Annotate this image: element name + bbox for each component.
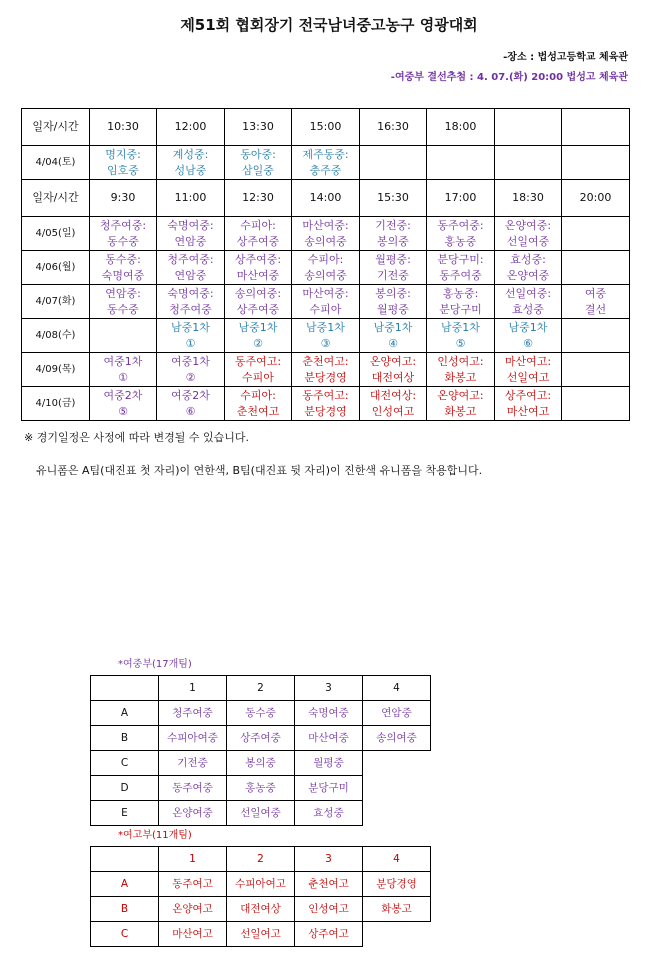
group-letter: C xyxy=(91,922,159,947)
group-team: 동주여중 xyxy=(159,776,227,801)
match-team-b: 충주중 xyxy=(309,163,342,177)
girls-middle-group-table xyxy=(90,675,431,826)
match-team-b: 연암중 xyxy=(174,268,207,282)
match-team-a: 청주여중: xyxy=(167,252,214,266)
match-team-a: 여중2차 xyxy=(103,388,143,402)
match-cell xyxy=(90,146,157,180)
match-cell xyxy=(562,146,630,180)
group-header-row xyxy=(91,847,431,872)
group-team: 연암중 xyxy=(363,701,431,726)
match-team-a: 온양여고: xyxy=(369,354,417,368)
match-team-a: 여중1차 xyxy=(103,354,143,368)
match-cell xyxy=(562,387,630,421)
match-cell xyxy=(157,353,225,387)
match-team-b: 홍농중 xyxy=(444,234,477,248)
match-team-a: 여중2차 xyxy=(171,388,210,402)
time-slot-header: 11:00 xyxy=(157,180,225,217)
group-team: 기전중 xyxy=(159,751,227,776)
match-team-b: 춘천여고 xyxy=(236,404,280,418)
match-team-b: 화봉고 xyxy=(444,370,477,384)
group-column-header: 1 xyxy=(159,847,227,872)
match-team-a: 청주여중: xyxy=(99,218,147,232)
group-team: 마산여중 xyxy=(295,726,363,751)
match-team-b: 연암중 xyxy=(174,234,207,248)
time-slot-header xyxy=(562,109,630,146)
group-team: 월평중 xyxy=(295,751,363,776)
group-letter: D xyxy=(91,776,159,801)
group-column-header xyxy=(91,847,159,872)
match-team-b: 마산여중 xyxy=(236,268,280,282)
schedule-row xyxy=(22,251,630,285)
time-slot-header: 12:30 xyxy=(225,180,292,217)
group-column-header: 2 xyxy=(227,847,295,872)
match-team-b: 성남중 xyxy=(174,163,207,177)
match-cell xyxy=(292,146,360,180)
match-team-b: ③ xyxy=(320,336,331,350)
match-cell xyxy=(157,319,225,353)
match-cell xyxy=(427,217,495,251)
match-cell xyxy=(360,285,427,319)
match-team-a: 상주여고: xyxy=(504,388,552,402)
match-team-a: 계성중: xyxy=(172,147,209,161)
match-cell xyxy=(562,217,630,251)
match-team-a: 남중1차 xyxy=(238,320,278,334)
match-cell xyxy=(495,285,562,319)
match-team-a: 상주여중: xyxy=(234,252,282,266)
group-team: 온양여고 xyxy=(159,897,227,922)
match-team-a: 온양여고: xyxy=(437,388,484,402)
schedule-row xyxy=(22,319,630,353)
time-slot-header: 12:00 xyxy=(157,109,225,146)
time-slot-header: 9:30 xyxy=(90,180,157,217)
match-team-b: 송의여중 xyxy=(304,268,347,282)
match-cell xyxy=(427,285,495,319)
match-team-b: 수피아 xyxy=(242,370,274,384)
girls-high-group-table xyxy=(90,846,431,947)
group-team: 선일여중 xyxy=(227,801,295,826)
group-row xyxy=(91,922,431,947)
group-letter: E xyxy=(91,801,159,826)
group-team: 마산여고 xyxy=(159,922,227,947)
schedule-header-row xyxy=(22,109,630,146)
match-team-b: 인성여고 xyxy=(371,404,415,418)
girls-middle-title: *여중부(17개팀) xyxy=(118,659,192,670)
match-team-b: 선일여중 xyxy=(506,234,550,248)
match-team-b: ⑤ xyxy=(118,404,128,418)
match-team-a: 봉의중: xyxy=(375,286,411,300)
group-team xyxy=(363,922,431,947)
match-cell xyxy=(225,387,292,421)
match-cell xyxy=(360,251,427,285)
match-team-b: 임호중 xyxy=(107,163,139,177)
draw-info: -여중부 결선추첨 : 4. 07.(화) 20:00 법성고 체육관 xyxy=(390,72,628,83)
match-cell xyxy=(292,285,360,319)
group-team: 효성중 xyxy=(295,801,363,826)
match-cell xyxy=(292,251,360,285)
match-cell xyxy=(225,285,292,319)
schedule-row xyxy=(22,285,630,319)
match-team-b: ⑤ xyxy=(455,336,466,350)
match-cell xyxy=(292,217,360,251)
match-team-a: 연암중: xyxy=(105,286,141,300)
match-cell xyxy=(562,285,630,319)
time-slot-header: 14:00 xyxy=(292,180,360,217)
match-team-b: 봉의중 xyxy=(377,234,409,248)
schedule-row xyxy=(22,146,630,180)
match-date: 4/05(일) xyxy=(22,217,90,251)
match-team-b: 청주여중 xyxy=(169,302,212,316)
group-letter: C xyxy=(91,751,159,776)
page-title: 제51회 협회장기 전국남녀중고농구 영광대회 xyxy=(180,16,478,34)
match-cell xyxy=(495,319,562,353)
match-cell xyxy=(360,353,427,387)
match-cell xyxy=(562,251,630,285)
match-cell xyxy=(495,146,562,180)
match-team-a: 온양여중: xyxy=(504,218,552,232)
match-cell xyxy=(495,387,562,421)
group-column-header: 2 xyxy=(227,676,295,701)
group-team: 상주여고 xyxy=(295,922,363,947)
match-cell xyxy=(157,285,225,319)
group-team: 동주여고 xyxy=(159,872,227,897)
match-cell xyxy=(225,353,292,387)
group-letter: A xyxy=(91,701,159,726)
schedule-row xyxy=(22,387,630,421)
match-cell xyxy=(360,217,427,251)
match-team-a: 인성여고: xyxy=(437,354,484,368)
match-team-b: ② xyxy=(253,336,263,350)
match-team-a: 수피아: xyxy=(240,218,276,232)
match-team-a: 남중1차 xyxy=(306,320,345,334)
match-team-b: 온양여중 xyxy=(506,268,550,282)
match-team-b: 분당구미 xyxy=(439,302,482,316)
match-team-b: 수피아 xyxy=(309,302,342,316)
schedule-change-note: ※ 경기일정은 사정에 따라 변경될 수 있습니다. xyxy=(24,431,249,444)
time-slot-header: 13:30 xyxy=(225,109,292,146)
match-team-b: 효성중 xyxy=(512,302,544,316)
match-cell xyxy=(90,217,157,251)
match-cell xyxy=(495,217,562,251)
match-team-b: 삼일중 xyxy=(242,163,274,177)
group-team: 송의여중 xyxy=(363,726,431,751)
group-team: 선일여고 xyxy=(227,922,295,947)
match-team-b: 동수중 xyxy=(107,234,139,248)
match-cell xyxy=(562,319,630,353)
time-slot-header: 20:00 xyxy=(562,180,630,217)
match-cell xyxy=(90,353,157,387)
match-date: 4/09(목) xyxy=(22,353,90,387)
match-cell xyxy=(225,319,292,353)
group-team: 분당구미 xyxy=(295,776,363,801)
match-date: 4/10(금) xyxy=(22,387,90,421)
match-team-a: 송의여중: xyxy=(234,286,282,300)
group-header-row xyxy=(91,676,431,701)
match-team-a: 제주동중: xyxy=(302,147,349,161)
match-team-b: 송의여중 xyxy=(304,234,347,248)
match-date: 4/04(토) xyxy=(22,146,90,180)
match-team-b: 마산여고 xyxy=(506,404,550,418)
match-team-a: 남중1차 xyxy=(508,320,548,334)
match-team-b: 선일여고 xyxy=(506,370,550,384)
match-cell xyxy=(157,217,225,251)
group-column-header: 1 xyxy=(159,676,227,701)
match-team-b: 동수중 xyxy=(107,302,139,316)
match-team-a: 남중1차 xyxy=(171,320,210,334)
match-team-a: 숙명여중: xyxy=(167,286,214,300)
date-time-header: 일자/시간 xyxy=(22,180,90,217)
match-cell xyxy=(292,353,360,387)
group-team: 수피아여중 xyxy=(159,726,227,751)
group-team xyxy=(363,801,431,826)
group-team xyxy=(363,751,431,776)
match-team-a: 동주여중: xyxy=(437,218,484,232)
match-team-b: 분당경영 xyxy=(304,404,347,418)
match-team-b: 분당경영 xyxy=(304,370,347,384)
match-team-b: 화봉고 xyxy=(444,404,477,418)
schedule-table xyxy=(21,108,630,421)
group-team: 인성여고 xyxy=(295,897,363,922)
match-cell xyxy=(495,353,562,387)
match-team-a: 마산여중: xyxy=(302,218,349,232)
time-slot-header: 18:30 xyxy=(495,180,562,217)
time-slot-header: 10:30 xyxy=(90,109,157,146)
match-cell xyxy=(157,251,225,285)
group-column-header: 3 xyxy=(295,676,363,701)
match-cell xyxy=(360,319,427,353)
match-cell xyxy=(225,217,292,251)
match-cell xyxy=(562,353,630,387)
match-team-a: 남중1차 xyxy=(441,320,480,334)
group-letter: B xyxy=(91,726,159,751)
match-team-a: 여중 xyxy=(584,286,607,300)
match-date: 4/08(수) xyxy=(22,319,90,353)
match-team-b: 월평중 xyxy=(377,302,409,316)
match-cell xyxy=(495,251,562,285)
match-date: 4/07(화) xyxy=(22,285,90,319)
match-cell xyxy=(90,285,157,319)
match-cell xyxy=(90,319,157,353)
match-team-b: ④ xyxy=(388,336,398,350)
match-team-a: 명지중: xyxy=(105,147,141,161)
match-team-a: 분당구미: xyxy=(437,252,484,266)
match-team-a: 동주여고: xyxy=(302,388,349,402)
match-team-a: 선일여중: xyxy=(504,286,552,300)
match-cell xyxy=(427,146,495,180)
group-row xyxy=(91,872,431,897)
group-team: 대전여상 xyxy=(227,897,295,922)
match-team-a: 동주여고: xyxy=(234,354,282,368)
time-slot-header: 16:30 xyxy=(360,109,427,146)
match-cell xyxy=(427,353,495,387)
group-team: 숙명여중 xyxy=(295,701,363,726)
match-cell xyxy=(360,387,427,421)
match-team-a: 홍농중: xyxy=(442,286,479,300)
time-slot-header: 18:00 xyxy=(427,109,495,146)
match-team-a: 숙명여중: xyxy=(167,218,214,232)
time-slot-header: 17:00 xyxy=(427,180,495,217)
group-team: 상주여중 xyxy=(227,726,295,751)
match-cell xyxy=(157,387,225,421)
group-column-header xyxy=(91,676,159,701)
match-cell xyxy=(292,387,360,421)
match-team-a: 동아중: xyxy=(240,147,276,161)
schedule-header-row xyxy=(22,180,630,217)
match-cell xyxy=(90,251,157,285)
match-cell xyxy=(360,146,427,180)
date-time-header: 일자/시간 xyxy=(22,109,90,146)
group-team: 춘천여고 xyxy=(295,872,363,897)
group-team: 화봉고 xyxy=(363,897,431,922)
group-row xyxy=(91,751,431,776)
match-team-a: 기전중: xyxy=(375,218,411,232)
match-team-b: 상주여중 xyxy=(236,234,280,248)
match-team-a: 대전여상: xyxy=(369,388,417,402)
match-cell xyxy=(427,387,495,421)
group-row xyxy=(91,801,431,826)
group-row xyxy=(91,897,431,922)
time-slot-header: 15:00 xyxy=(292,109,360,146)
match-cell xyxy=(157,146,225,180)
match-team-b: ① xyxy=(185,336,196,350)
match-team-b: 동주여중 xyxy=(439,268,482,282)
group-column-header: 4 xyxy=(363,676,431,701)
match-team-a: 효성중: xyxy=(510,252,546,266)
match-cell xyxy=(225,251,292,285)
match-date: 4/06(월) xyxy=(22,251,90,285)
match-team-a: 마산여고: xyxy=(504,354,552,368)
match-team-a: 마산여중: xyxy=(302,286,349,300)
time-slot-header xyxy=(495,109,562,146)
match-team-a: 춘천여고: xyxy=(302,354,349,368)
group-row xyxy=(91,701,431,726)
uniform-note: 유니폼은 A팀(대진표 첫 자리)이 연한색, B팀(대진표 뒷 자리)이 진한색 유니폼을 착용합니다. xyxy=(36,464,483,477)
group-letter: B xyxy=(91,897,159,922)
match-team-b: ② xyxy=(185,370,196,384)
group-team: 청주여중 xyxy=(159,701,227,726)
match-cell xyxy=(427,319,495,353)
group-team: 동수중 xyxy=(227,701,295,726)
group-team xyxy=(363,776,431,801)
match-team-b: 기전중 xyxy=(377,268,409,282)
group-row xyxy=(91,726,431,751)
match-team-a: 동수중: xyxy=(105,252,141,266)
group-row xyxy=(91,776,431,801)
match-team-b: 결선 xyxy=(584,302,607,316)
time-slot-header: 15:30 xyxy=(360,180,427,217)
group-column-header: 3 xyxy=(295,847,363,872)
schedule-row xyxy=(22,217,630,251)
match-team-a: 여중1차 xyxy=(171,354,210,368)
group-team: 봉의중 xyxy=(227,751,295,776)
match-team-b: ① xyxy=(118,370,128,384)
match-team-b: 상주여중 xyxy=(236,302,280,316)
match-cell xyxy=(292,319,360,353)
match-team-b: ⑥ xyxy=(523,336,533,350)
match-team-a: 수피아: xyxy=(307,252,344,266)
match-team-a: 월평중: xyxy=(375,252,411,266)
match-team-b: ⑥ xyxy=(185,404,196,418)
girls-high-title: *여고부(11개팀) xyxy=(118,830,192,841)
match-team-b: 숙명여중 xyxy=(101,268,145,282)
match-team-a: 남중1차 xyxy=(373,320,413,334)
group-letter: A xyxy=(91,872,159,897)
group-team: 수피아여고 xyxy=(227,872,295,897)
group-column-header: 4 xyxy=(363,847,431,872)
group-team: 홍농중 xyxy=(227,776,295,801)
group-team: 온양여중 xyxy=(159,801,227,826)
match-cell xyxy=(90,387,157,421)
match-team-a: 수피아: xyxy=(240,388,276,402)
group-team: 분당경영 xyxy=(363,872,431,897)
match-cell xyxy=(225,146,292,180)
venue-info: -장소 : 법성고등학교 체육관 xyxy=(503,52,628,63)
match-team-b: 대전여상 xyxy=(371,370,415,384)
schedule-row xyxy=(22,353,630,387)
match-cell xyxy=(427,251,495,285)
